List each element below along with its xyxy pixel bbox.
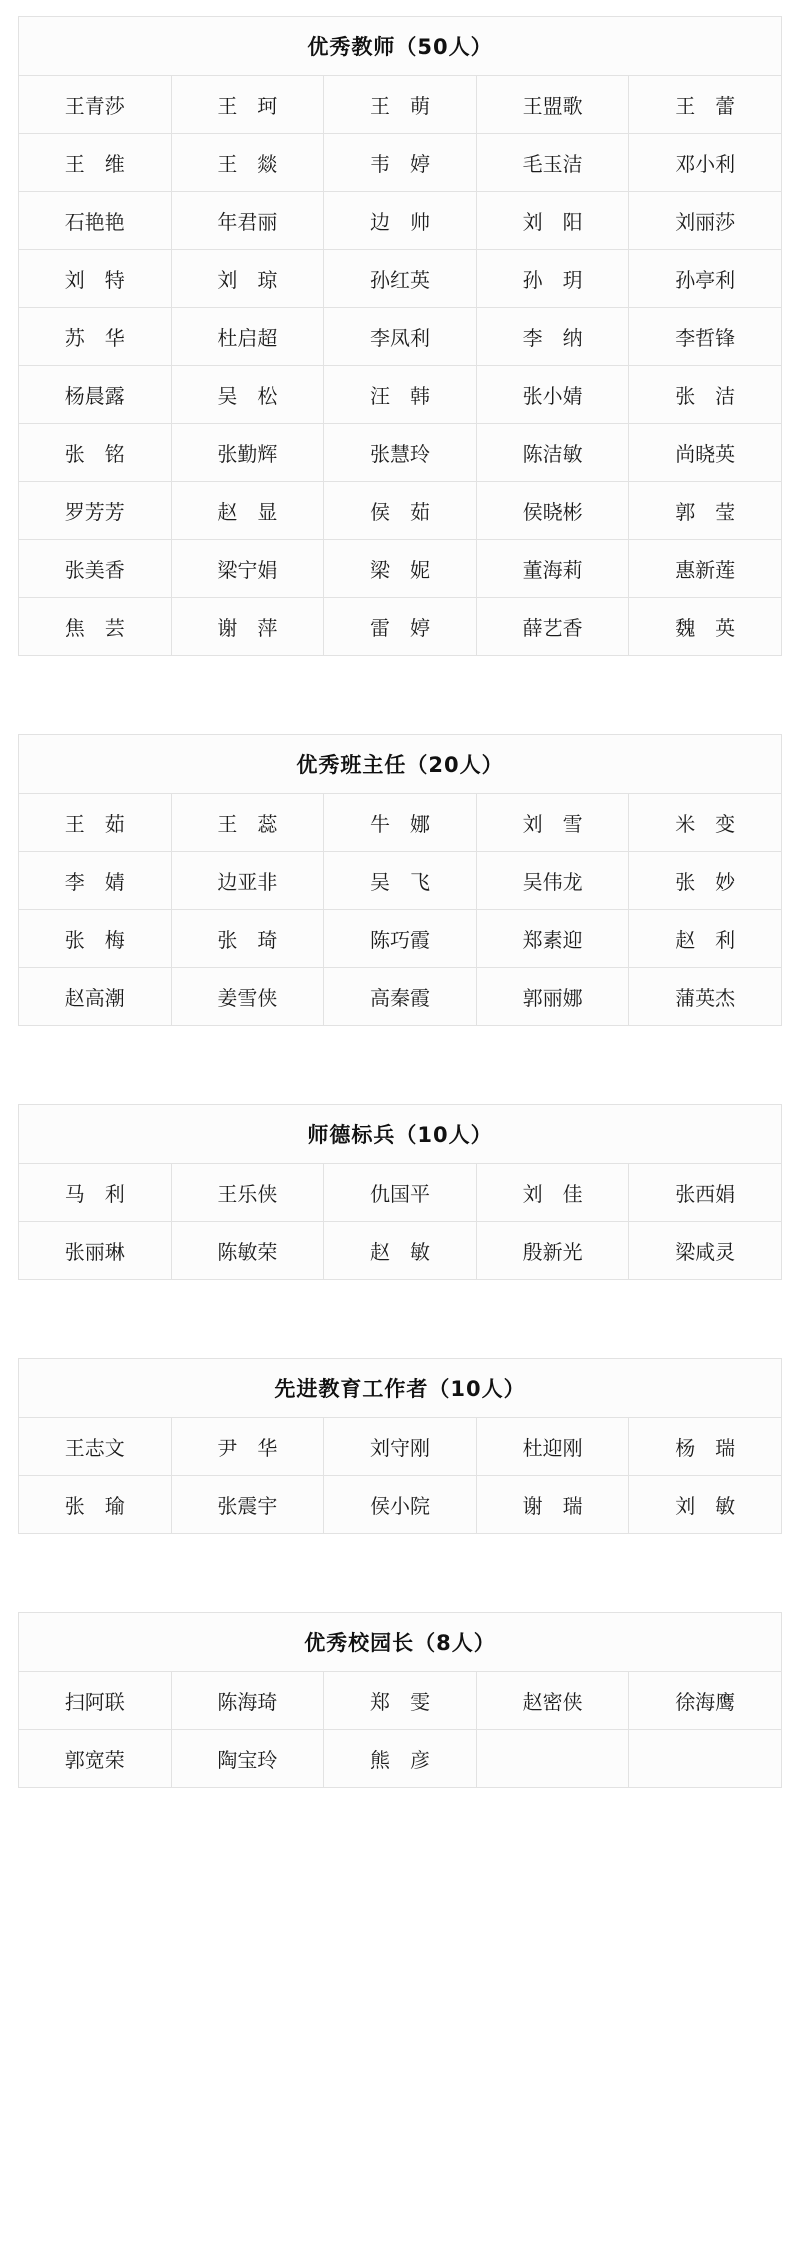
person-name-cell: 郭丽娜 — [476, 968, 629, 1026]
award-table — [18, 1612, 782, 1788]
person-name-cell: 王 珂 — [171, 76, 324, 134]
person-name-cell: 王志文 — [19, 1418, 172, 1476]
sections-container — [18, 16, 782, 1788]
person-name-cell: 刘 琼 — [171, 250, 324, 308]
person-name-cell: 孙红英 — [324, 250, 477, 308]
table-row — [19, 852, 782, 910]
person-name-cell: 孙亭利 — [629, 250, 782, 308]
person-name-cell: 郑 雯 — [324, 1672, 477, 1730]
person-name-cell: 陈巧霞 — [324, 910, 477, 968]
person-name-cell: 张 洁 — [629, 366, 782, 424]
person-name-cell: 谢 萍 — [171, 598, 324, 656]
person-name-cell: 吴 松 — [171, 366, 324, 424]
person-name-cell: 张小婧 — [476, 366, 629, 424]
person-name-cell: 谢 瑞 — [476, 1476, 629, 1534]
award-table — [18, 734, 782, 1026]
table-row — [19, 540, 782, 598]
person-name-cell: 王乐侠 — [171, 1164, 324, 1222]
person-name-cell: 李 纳 — [476, 308, 629, 366]
person-name-cell: 雷 婷 — [324, 598, 477, 656]
award-title: 优秀校园长（8人） — [19, 1613, 782, 1672]
person-name-cell: 刘 佳 — [476, 1164, 629, 1222]
person-name-cell: 徐海鹰 — [629, 1672, 782, 1730]
table-row — [19, 1418, 782, 1476]
table-row — [19, 134, 782, 192]
award-section — [18, 1104, 782, 1280]
person-name-cell: 邓小利 — [629, 134, 782, 192]
table-row — [19, 1672, 782, 1730]
person-name-cell: 梁咸灵 — [629, 1222, 782, 1280]
person-name-cell: 赵 敏 — [324, 1222, 477, 1280]
person-name-cell: 牛 娜 — [324, 794, 477, 852]
table-row — [19, 968, 782, 1026]
table-row — [19, 250, 782, 308]
person-name-cell: 张 瑜 — [19, 1476, 172, 1534]
person-name-cell: 杜迎刚 — [476, 1418, 629, 1476]
person-name-cell: 郑素迎 — [476, 910, 629, 968]
person-name-cell: 郭宽荣 — [19, 1730, 172, 1788]
person-name-cell: 张 铭 — [19, 424, 172, 482]
person-name-cell: 张 琦 — [171, 910, 324, 968]
person-name-cell: 刘 阳 — [476, 192, 629, 250]
person-name-cell: 王 蕊 — [171, 794, 324, 852]
empty-cell — [476, 1730, 629, 1788]
person-name-cell: 刘丽莎 — [629, 192, 782, 250]
person-name-cell: 熊 彦 — [324, 1730, 477, 1788]
table-title-row — [19, 1613, 782, 1672]
table-row — [19, 794, 782, 852]
table-row — [19, 366, 782, 424]
person-name-cell: 姜雪侠 — [171, 968, 324, 1026]
person-name-cell: 赵高潮 — [19, 968, 172, 1026]
award-section — [18, 734, 782, 1026]
person-name-cell: 张慧玲 — [324, 424, 477, 482]
person-name-cell: 侯晓彬 — [476, 482, 629, 540]
award-title: 优秀教师（50人） — [19, 17, 782, 76]
person-name-cell: 陶宝玲 — [171, 1730, 324, 1788]
person-name-cell: 汪 韩 — [324, 366, 477, 424]
person-name-cell: 扫阿联 — [19, 1672, 172, 1730]
person-name-cell: 张西娟 — [629, 1164, 782, 1222]
person-name-cell: 王青莎 — [19, 76, 172, 134]
person-name-cell: 王 燚 — [171, 134, 324, 192]
person-name-cell: 焦 芸 — [19, 598, 172, 656]
person-name-cell: 毛玉洁 — [476, 134, 629, 192]
table-row — [19, 1476, 782, 1534]
table-row — [19, 910, 782, 968]
person-name-cell: 张震宇 — [171, 1476, 324, 1534]
person-name-cell: 薛艺香 — [476, 598, 629, 656]
person-name-cell: 惠新莲 — [629, 540, 782, 598]
table-row — [19, 192, 782, 250]
award-section — [18, 1358, 782, 1534]
award-section — [18, 1612, 782, 1788]
person-name-cell: 边 帅 — [324, 192, 477, 250]
person-name-cell: 杨 瑞 — [629, 1418, 782, 1476]
person-name-cell: 陈海琦 — [171, 1672, 324, 1730]
person-name-cell: 董海莉 — [476, 540, 629, 598]
person-name-cell: 殷新光 — [476, 1222, 629, 1280]
person-name-cell: 高秦霞 — [324, 968, 477, 1026]
award-table — [18, 16, 782, 656]
person-name-cell: 赵 显 — [171, 482, 324, 540]
person-name-cell: 苏 华 — [19, 308, 172, 366]
person-name-cell: 郭 莹 — [629, 482, 782, 540]
person-name-cell: 米 变 — [629, 794, 782, 852]
table-row — [19, 598, 782, 656]
table-title-row — [19, 1105, 782, 1164]
award-title: 先进教育工作者（10人） — [19, 1359, 782, 1418]
award-section — [18, 16, 782, 656]
person-name-cell: 边亚非 — [171, 852, 324, 910]
person-name-cell: 吴 飞 — [324, 852, 477, 910]
person-name-cell: 尚晓英 — [629, 424, 782, 482]
person-name-cell: 年君丽 — [171, 192, 324, 250]
table-row — [19, 76, 782, 134]
person-name-cell: 赵密侠 — [476, 1672, 629, 1730]
person-name-cell: 张 梅 — [19, 910, 172, 968]
empty-cell — [629, 1730, 782, 1788]
person-name-cell: 侯 茹 — [324, 482, 477, 540]
award-table — [18, 1104, 782, 1280]
person-name-cell: 杜启超 — [171, 308, 324, 366]
table-title-row — [19, 735, 782, 794]
person-name-cell: 吴伟龙 — [476, 852, 629, 910]
person-name-cell: 马 利 — [19, 1164, 172, 1222]
person-name-cell: 赵 利 — [629, 910, 782, 968]
person-name-cell: 李哲锋 — [629, 308, 782, 366]
award-table — [18, 1358, 782, 1534]
table-row — [19, 1164, 782, 1222]
person-name-cell: 王 蕾 — [629, 76, 782, 134]
person-name-cell: 蒲英杰 — [629, 968, 782, 1026]
person-name-cell: 张勤辉 — [171, 424, 324, 482]
person-name-cell: 魏 英 — [629, 598, 782, 656]
table-row — [19, 1222, 782, 1280]
person-name-cell: 张 妙 — [629, 852, 782, 910]
table-title-row — [19, 17, 782, 76]
person-name-cell: 杨晨露 — [19, 366, 172, 424]
person-name-cell: 王 维 — [19, 134, 172, 192]
person-name-cell: 刘 特 — [19, 250, 172, 308]
person-name-cell: 王 茹 — [19, 794, 172, 852]
person-name-cell: 韦 婷 — [324, 134, 477, 192]
award-title: 优秀班主任（20人） — [19, 735, 782, 794]
person-name-cell: 刘 敏 — [629, 1476, 782, 1534]
table-row — [19, 1730, 782, 1788]
person-name-cell: 刘守刚 — [324, 1418, 477, 1476]
person-name-cell: 李凤利 — [324, 308, 477, 366]
person-name-cell: 陈敏荣 — [171, 1222, 324, 1280]
person-name-cell: 梁宁娟 — [171, 540, 324, 598]
person-name-cell: 石艳艳 — [19, 192, 172, 250]
person-name-cell: 陈洁敏 — [476, 424, 629, 482]
person-name-cell: 张美香 — [19, 540, 172, 598]
person-name-cell: 罗芳芳 — [19, 482, 172, 540]
table-row — [19, 424, 782, 482]
table-row — [19, 482, 782, 540]
person-name-cell: 仇国平 — [324, 1164, 477, 1222]
person-name-cell: 梁 妮 — [324, 540, 477, 598]
person-name-cell: 李 婧 — [19, 852, 172, 910]
award-title: 师德标兵（10人） — [19, 1105, 782, 1164]
person-name-cell: 刘 雪 — [476, 794, 629, 852]
table-row — [19, 308, 782, 366]
person-name-cell: 尹 华 — [171, 1418, 324, 1476]
person-name-cell: 孙 玥 — [476, 250, 629, 308]
person-name-cell: 侯小院 — [324, 1476, 477, 1534]
person-name-cell: 张丽琳 — [19, 1222, 172, 1280]
person-name-cell: 王盟歌 — [476, 76, 629, 134]
table-title-row — [19, 1359, 782, 1418]
person-name-cell: 王 萌 — [324, 76, 477, 134]
